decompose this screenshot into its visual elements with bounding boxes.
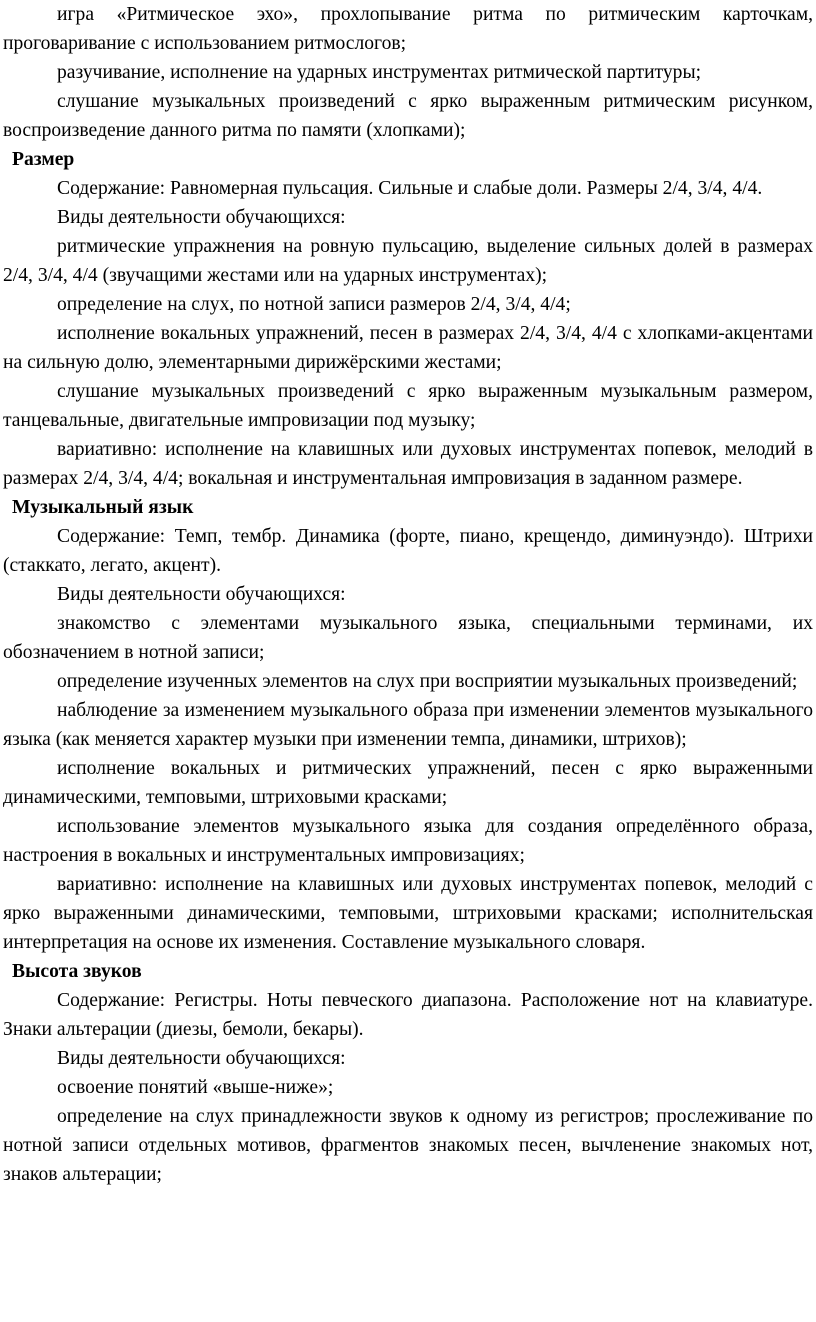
paragraph: разучивание, исполнение на ударных инструментах ритмической партитуры; [57, 62, 702, 83]
section-heading: Размер [12, 149, 75, 170]
paragraph: исполнение вокальных и ритмических упражнений, песен с ярко выраженными динамическими, темповыми, штриховыми красками; [3, 758, 813, 808]
paragraph: Содержание: Регистры. Ноты певческого диапазона. Расположение нот на клавиатуре. Знаки альтерации (диезы, бемоли, бекары). [3, 990, 813, 1040]
paragraph: использование элементов музыкального языка для создания определённого образа, настроения в вокальных и инструментальных импровизациях; [3, 816, 813, 866]
paragraph: игра «Ритмическое эхо», прохлопывание ритма по ритмическим карточкам, проговаривание с использованием ритмослогов; [3, 4, 813, 54]
paragraph: наблюдение за изменением музыкального образа при изменении элементов музыкального языка (как меняется характер музыки при изменении темпа, динамики, штрихов); [3, 700, 813, 750]
paragraph: Виды деятельности обучающихся: [57, 584, 346, 605]
paragraph: Виды деятельности обучающихся: [57, 1048, 346, 1069]
paragraph: освоение понятий «выше-ниже»; [57, 1077, 334, 1098]
paragraph: Содержание: Темп, тембр. Динамика (форте, пиано, крещендо, диминуэндо). Штрихи (стаккато, легато, акцент). [3, 526, 813, 576]
paragraph: определение изученных элементов на слух при восприятии музыкальных произведений; [57, 671, 798, 692]
paragraph: слушание музыкальных произведений с ярко выраженным ритмическим рисунком, воспроизведение данного ритма по памяти (хлопками); [3, 91, 813, 141]
paragraph: вариативно: исполнение на клавишных или духовых инструментах попевок, мелодий с ярко выраженными динамическими, темповыми, штриховыми красками; исполнительская интерпретация на основе их изменения. Составление музыкального словаря. [3, 874, 813, 953]
document-body [3, 0, 813, 1189]
paragraph: вариативно: исполнение на клавишных или духовых инструментах попевок, мелодий в размерах 2/4, 3/4, 4/4; вокальная и инструментальная импровизация в заданном размере. [3, 439, 813, 489]
section-heading: Музыкальный язык [12, 497, 194, 518]
paragraph: определение на слух принадлежности звуков к одному из регистров; прослеживание по нотной записи отдельных мотивов, фрагментов знакомых песен, вычленение знакомых нот, знаков альтерации; [3, 1106, 813, 1185]
paragraph: знакомство с элементами музыкального языка, специальными терминами, их обозначением в нотной записи; [3, 613, 813, 663]
paragraph: исполнение вокальных упражнений, песен в размерах 2/4, 3/4, 4/4 с хлопками-акцентами на сильную долю, элементарными дирижёрскими жестами; [3, 323, 813, 373]
paragraph: определение на слух, по нотной записи размеров 2/4, 3/4, 4/4; [57, 294, 571, 315]
section-heading: Высота звуков [12, 961, 142, 982]
paragraph: ритмические упражнения на ровную пульсацию, выделение сильных долей в размерах 2/4, 3/4, 4/4 (звучащими жестами или на ударных инструментах); [3, 236, 813, 286]
paragraph: Содержание: Равномерная пульсация. Сильные и слабые доли. Размеры 2/4, 3/4, 4/4. [57, 178, 763, 199]
paragraph: Виды деятельности обучающихся: [57, 207, 346, 228]
paragraph: слушание музыкальных произведений с ярко выраженным музыкальным размером, танцевальные, двигательные импровизации под музыку; [3, 381, 813, 431]
